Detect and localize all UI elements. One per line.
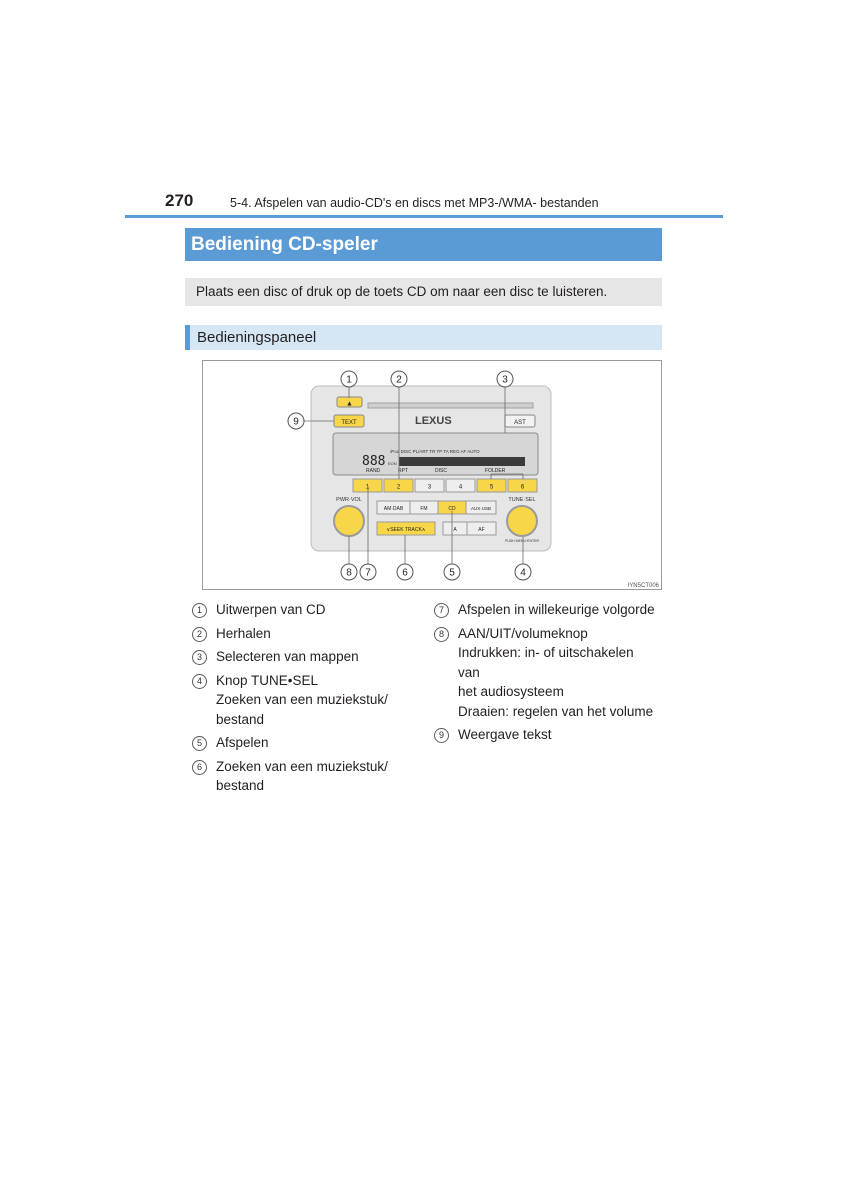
- legend-item: [192, 647, 407, 667]
- legend-item: [434, 624, 659, 722]
- callout-9: [288, 413, 304, 429]
- preset-2-label: 2: [396, 484, 401, 491]
- af-label: AF: [478, 527, 485, 533]
- running-header: 5-4. Afspelen van audio-CD's en discs met MP3-/WMA- bestanden: [230, 196, 599, 210]
- legend-text: Uitwerpen van CD: [216, 602, 326, 617]
- tune-sel-knob[interactable]: [507, 506, 537, 536]
- cd-label: CD: [448, 506, 456, 512]
- fm-label: FM: [420, 506, 428, 512]
- legend-text: Afspelen in willekeurige volgorde: [458, 602, 655, 617]
- display-sub: EON: [388, 461, 397, 466]
- legend-text: Afspelen: [216, 735, 269, 750]
- svg-text:1: 1: [346, 374, 352, 386]
- page-number: 270: [165, 191, 194, 210]
- menu-enter-label: PUSH MENU·ENTER: [504, 539, 540, 543]
- display-segments: [399, 457, 525, 466]
- brand-logo: LEXUS: [415, 415, 452, 427]
- subsection-title: Bedieningspaneel: [185, 325, 662, 350]
- legend-item: [192, 600, 407, 620]
- svg-text:7: 7: [365, 567, 371, 579]
- svg-text:4: 4: [520, 567, 526, 579]
- callout-2: [391, 371, 407, 387]
- ast-button-label: AST: [514, 420, 526, 426]
- preset-1-label: 1: [365, 484, 370, 491]
- legend-item: [192, 671, 407, 730]
- eject-icon: ▲: [346, 400, 353, 408]
- legend-item: [434, 725, 659, 745]
- legend-left: [192, 600, 407, 800]
- svg-text:2: 2: [396, 374, 402, 386]
- legend-number: 8: [434, 627, 449, 642]
- legend-number: 4: [192, 674, 207, 689]
- legend-text: Herhalen: [216, 625, 271, 641]
- control-panel-figure: [202, 360, 662, 590]
- legend-number: 7: [434, 603, 449, 618]
- callout-8: [341, 564, 357, 580]
- tune-sel-label: TUNE·SEL: [508, 497, 536, 503]
- legend-text: Zoeken van een muziekstuk/ bestand: [216, 758, 388, 793]
- disc-slot: [368, 403, 533, 408]
- legend-item: [434, 600, 659, 620]
- svg-text:6: 6: [402, 567, 408, 579]
- legend-number: 9: [434, 728, 449, 743]
- header-rule: [125, 215, 723, 218]
- display-digits: 888: [362, 454, 386, 469]
- callout-6: [397, 564, 413, 580]
- display-label-disc: DISC: [435, 468, 447, 474]
- svg-text:9: 9: [293, 416, 299, 428]
- preset-4-label: 4: [458, 484, 463, 491]
- text-button-label: TEXT: [341, 420, 357, 426]
- callout-1: [341, 371, 357, 387]
- legend-number: 6: [192, 760, 207, 775]
- legend-right: [434, 600, 659, 749]
- aux-usb-label: AUX·USB: [470, 506, 492, 511]
- seek-track-label: ∨SEEK TRACK∧: [386, 527, 426, 533]
- intro-text: Plaats een disc of druk op de toets CD om naar een disc te luisteren.: [185, 278, 662, 306]
- display-label-rand: RAND: [366, 468, 381, 474]
- legend-text: AAN/UIT/volumeknop Indrukken: in- of uitschakelen van het audiosysteem Draaien: regelen van het volume: [458, 625, 654, 719]
- display-label-rpt: RPT: [398, 468, 408, 474]
- legend-text: Knop TUNE•SEL Zoeken van een muziekstuk/ bestand: [216, 672, 388, 727]
- preset-5-label: 5: [489, 484, 494, 491]
- pwr-vol-label: PWR·VOL: [336, 497, 362, 503]
- legend-item: [192, 733, 407, 753]
- preset-6-label: 6: [520, 484, 525, 491]
- legend-number: 3: [192, 650, 207, 665]
- svg-text:3: 3: [502, 374, 508, 386]
- legend-text: Weergave tekst: [458, 727, 552, 742]
- callout-7: [360, 564, 376, 580]
- display-label-folder: FOLDER: [485, 468, 506, 474]
- svg-text:5: 5: [449, 567, 455, 579]
- pwr-vol-knob[interactable]: [334, 506, 364, 536]
- legend-item: [192, 624, 407, 644]
- legend-number: 2: [192, 627, 207, 642]
- svg-text:8: 8: [346, 567, 352, 579]
- legend-text: Selecteren van mappen: [216, 649, 359, 664]
- legend-number: 5: [192, 736, 207, 751]
- a-label: A: [453, 527, 457, 533]
- preset-3-label: 3: [427, 484, 432, 491]
- figure-code: IYN5CT006: [627, 583, 659, 589]
- display-status: iPod DISC PL/ART TR TP TA REG AF AUTO: [390, 449, 480, 454]
- callout-4: [515, 564, 531, 580]
- am-dab-label: AM·DAB: [383, 506, 404, 512]
- callout-5: [444, 564, 460, 580]
- legend-number: 1: [192, 603, 207, 618]
- callout-3: [497, 371, 513, 387]
- legend-item: [192, 757, 407, 796]
- section-title: Bediening CD-speler: [185, 228, 662, 261]
